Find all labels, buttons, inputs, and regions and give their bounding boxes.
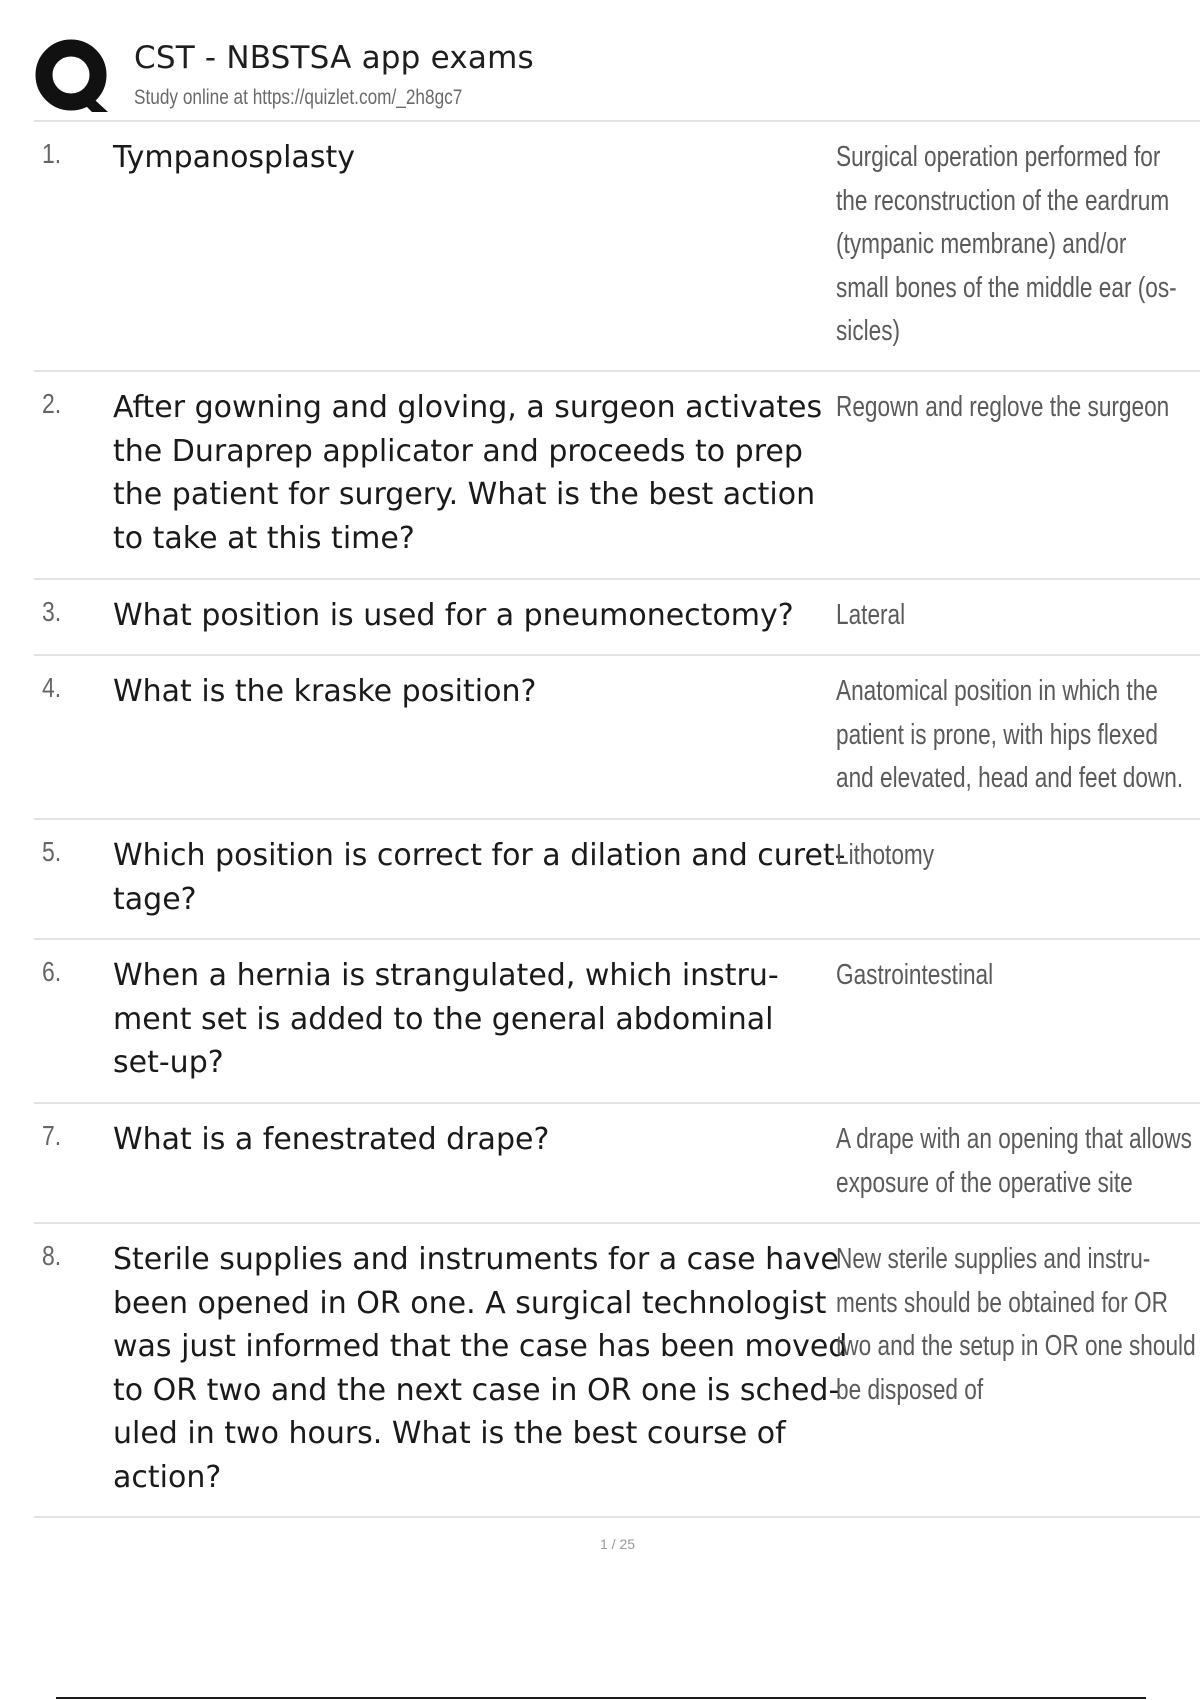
card-definition-line: Lateral [836,599,906,631]
header [34,34,1200,120]
quizlet-q-logo-icon [34,38,112,116]
card-term [113,954,873,1085]
flashcard-row [34,1224,1200,1518]
card-definition-line: Lithotomy [836,839,935,871]
card-term [113,1238,873,1499]
card-term-line: What is the kraske position? [113,674,537,709]
card-term [113,670,873,714]
card-definition-line: exposure of the operative site [836,1166,1133,1199]
card-number: 1. [42,138,62,169]
card-term-line: the Duraprep applicator and proceeds to prep [113,433,803,469]
card-definition-line: small bones of the middle ear (os- [836,271,1177,304]
card-definition [836,1238,1196,1412]
page-number: 1 / 25 [599,1536,636,1552]
card-term-line: the patient for surgery. What is the best action [113,477,816,512]
flashcard-row [34,372,1200,580]
flashcard-list [34,122,1200,1518]
card-definition-line: Surgical operation performed for [836,141,1161,173]
card-term-line: What position is used for a pneumonectomy? [113,598,794,633]
card-definition-line: Gastrointestinal [836,959,994,991]
card-term-line: to take at this time? [113,520,415,556]
card-definition [836,834,1196,878]
card-term-line: was just informed that the case has been moved [113,1329,848,1364]
study-online-link[interactable]: Study online at https://quizlet.com/_2h8gc7 [134,86,463,109]
card-number: 5. [42,836,62,867]
card-term [113,594,873,638]
card-definition-line: patient is prone, with hips flexed [836,718,1158,751]
card-number: 3. [42,596,62,627]
card-term-line: set-up? [113,1045,224,1080]
card-number: 6. [42,956,62,987]
bottom-divider [56,1697,1146,1699]
card-definition-line: New sterile supplies and instru- [836,1243,1151,1275]
flashcard-row [34,1104,1200,1224]
flashcard-row [34,940,1200,1104]
card-term [113,834,873,921]
flashcard-row [34,122,1200,372]
card-term [113,136,873,180]
card-definition-line: and elevated, head and feet down. [836,762,1184,794]
card-definition-line: sicles) [836,315,901,347]
card-term [113,1118,873,1162]
card-definition-line: two and the setup in OR one should [836,1330,1196,1362]
card-term [113,386,873,560]
card-definition-line: Regown and reglove the surgeon [836,391,1170,423]
card-term-line: Sterile supplies and instruments for a case have [113,1242,839,1277]
card-term-line: tage? [113,881,197,917]
card-term-line: action? [113,1459,222,1495]
flashcard-row [34,820,1200,940]
card-definition-line: ments should be obtained for OR [836,1286,1168,1319]
card-definition-line: Anatomical position in which the [836,675,1158,707]
card-definition [836,386,1196,430]
card-term-line: to OR two and the next case in OR one is sched- [113,1372,840,1408]
card-number: 8. [42,1240,62,1271]
document-title: CST - NBSTSA app exams [134,40,534,76]
card-number: 4. [42,672,62,703]
flashcard-row [34,580,1200,656]
card-number: 2. [42,388,62,419]
card-term-line: been opened in OR one. A surgical technologist [113,1285,827,1321]
card-definition [836,594,1196,638]
card-term-line: ment set is added to the general abdominal [113,1001,774,1037]
card-term-line: When a hernia is strangulated, which instru- [113,958,779,993]
card-definition [836,1118,1196,1205]
card-term-line: After gowning and gloving, a surgeon activates [113,390,823,425]
card-definition-line: (tympanic membrane) and/or [836,228,1127,260]
card-term-line: What is a fenestrated drape? [113,1122,550,1157]
card-definition-line: be disposed of [836,1373,984,1406]
flashcard-row [34,656,1200,820]
card-term-line: Which position is correct for a dilation and curet- [113,838,846,873]
card-definition [836,136,1196,354]
card-definition-line: the reconstruction of the eardrum [836,184,1170,217]
card-definition [836,670,1196,801]
card-term-line: Tympanosplasty [113,140,355,175]
card-number: 7. [42,1120,62,1151]
card-definition [836,954,1196,998]
card-term-line: uled in two hours. What is the best course of [113,1416,786,1451]
card-definition-line: A drape with an opening that allows [836,1123,1192,1155]
